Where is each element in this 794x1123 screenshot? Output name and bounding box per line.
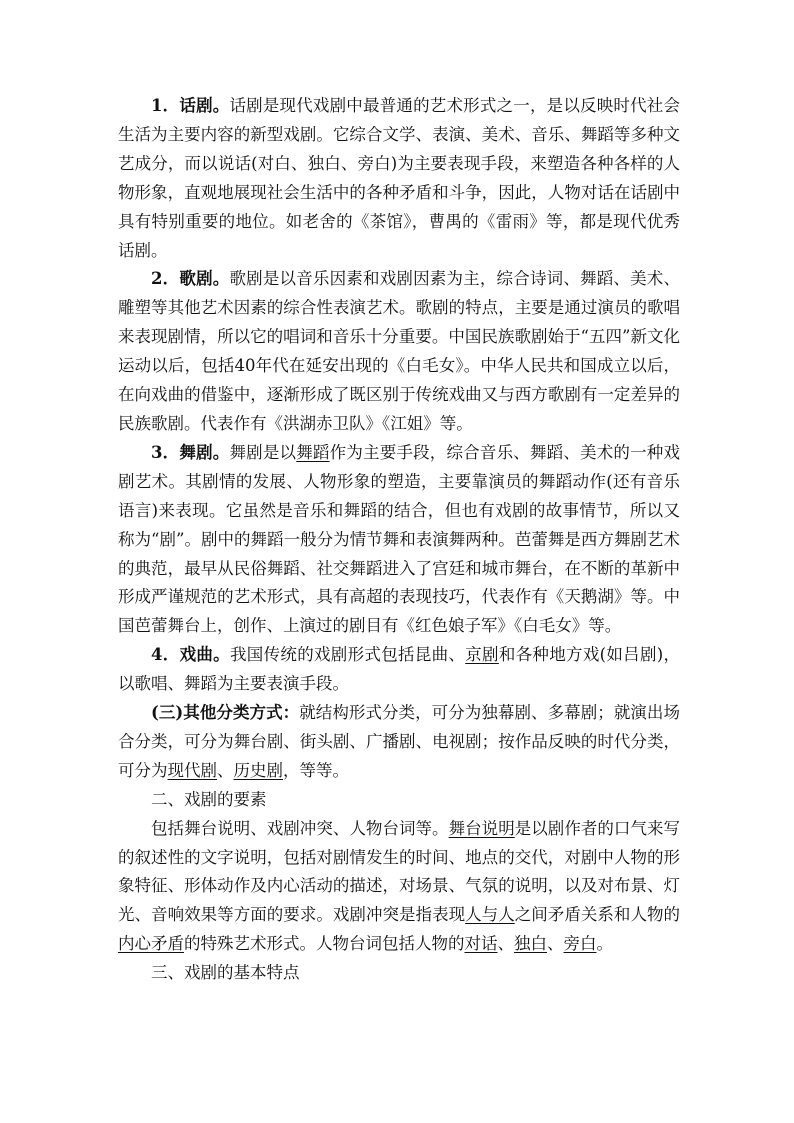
bold-lead-label: 3．舞剧。	[151, 442, 230, 462]
text-run: 二、戏剧的要素	[151, 789, 267, 809]
text-run: 我国传统的戏剧形式包括昆曲、	[230, 645, 466, 665]
underlined-term: 内心矛盾	[118, 934, 184, 954]
underlined-term: 历史剧	[233, 760, 283, 780]
paragraph-other-classification	[118, 699, 680, 786]
text-run: 就结构形式分类，可分为独幕剧、多幕剧；就演出场合分类，可分为舞台剧、街头剧、广播剧、电视剧；按作品反映的时代分类，可分为	[118, 703, 680, 780]
paragraph-drama-elements	[118, 815, 680, 960]
text-run: 包括舞台说明、戏剧冲突、人物台词等。	[151, 818, 449, 838]
underlined-term: 现代剧	[167, 760, 217, 780]
text-run: 作为主要手段，综合音乐、舞蹈、美术的一种戏剧艺术。其剧情的发展、人物形象的塑造，主要靠演员的舞蹈动作(还有音乐语言)来表现。它虽然是音乐和舞蹈的结合，但也有戏剧的故事情节，所以又称为“剧”。剧中的舞蹈一般分为情节舞和表演舞两种。芭蕾舞是西方舞剧艺术的典范，最早从民俗舞蹈、社交舞蹈进入了宫廷和城市舞台，在不断的革新中形成严谨规范的艺术形式，具有高超的表现技巧，代表作有《天鹅湖》等。中国芭蕾舞台上，创作、上演过的剧目有《红色娘子军》《白毛女》等。	[118, 442, 681, 636]
paragraph-geju	[118, 265, 680, 438]
text-run: 和各种地方戏(如吕剧)，以歌唱、舞蹈为主要表演手段。	[118, 645, 681, 694]
section-heading-drama-features	[118, 959, 680, 988]
underlined-term: 舞蹈	[296, 442, 330, 462]
paragraph-xiqu	[118, 641, 680, 699]
text-run: 、	[497, 934, 514, 954]
underlined-term: 京剧	[465, 645, 499, 665]
text-run: 三、戏剧的基本特点	[151, 963, 300, 983]
text-run: 、	[217, 760, 234, 780]
bold-lead-label: 1．话剧。	[151, 96, 230, 115]
bold-lead-label: 2．歌剧。	[151, 269, 230, 289]
text-run: 歌剧是以音乐因素和戏剧因素为主，综合诗词、舞蹈、美术、雕塑等其他艺术因素的综合性表演艺术。歌剧的特点，主要是通过演员的歌唱来表现剧情，所以它的唱词和音乐十分重要。中国民族歌剧始于“五四”新文化运动以后，包括40年代在延安出现的《白毛女》。中华人民共和国成立以后，在向戏曲的借鉴中，逐渐形成了既区别于传统戏曲又与西方歌剧有一定差异的民族歌剧。代表作有《洪湖赤卫队》《江姐》等。	[118, 269, 680, 433]
document-page	[118, 92, 680, 988]
underlined-term: 对话	[464, 934, 498, 954]
paragraph-huaju	[118, 92, 680, 265]
bold-lead-label: 4．戏曲。	[151, 645, 230, 665]
text-run: 。	[596, 934, 613, 954]
underlined-term: 人与人	[465, 905, 515, 925]
underlined-term: 独白	[514, 934, 547, 954]
bold-lead-label: (三)其他分类方式：	[151, 703, 300, 723]
section-heading-drama-elements	[118, 786, 680, 815]
underlined-term: 舞台说明	[448, 818, 515, 838]
text-run: 、	[547, 934, 564, 954]
text-run: 的特殊艺术形式。人物台词包括人物的	[184, 934, 465, 954]
paragraph-wuju	[118, 439, 680, 641]
text-run: 舞剧是以	[229, 442, 297, 462]
text-run: ，等等。	[283, 760, 349, 780]
text-run: 是以剧作者的口气来写的叙述性的文字说明，包括对剧情发生的时间、地点的交代，对剧中人物的形象特征、形体动作及内心活动的描述，对场景、气氛的说明，以及对布景、灯光、音响效果等方面的要求。戏剧冲突是指表现	[118, 818, 681, 925]
text-run: 之间矛盾关系和人物的	[514, 905, 681, 925]
underlined-term: 旁白	[563, 934, 597, 954]
text-run: 话剧是现代戏剧中最普通的艺术形式之一，是以反映时代社会生活为主要内容的新型戏剧。它综合文学、表演、美术、音乐、舞蹈等多种文艺成分，而以说话(对白、独白、旁白)为主要表现手段，来塑造各种各样的人物形象，直观地展现社会生活中的各种矛盾和斗争，因此，人物对话在话剧中具有特别重要的地位。如老舍的《茶馆》，曹禺的《雷雨》等，都是现代优秀话剧。	[118, 96, 680, 260]
